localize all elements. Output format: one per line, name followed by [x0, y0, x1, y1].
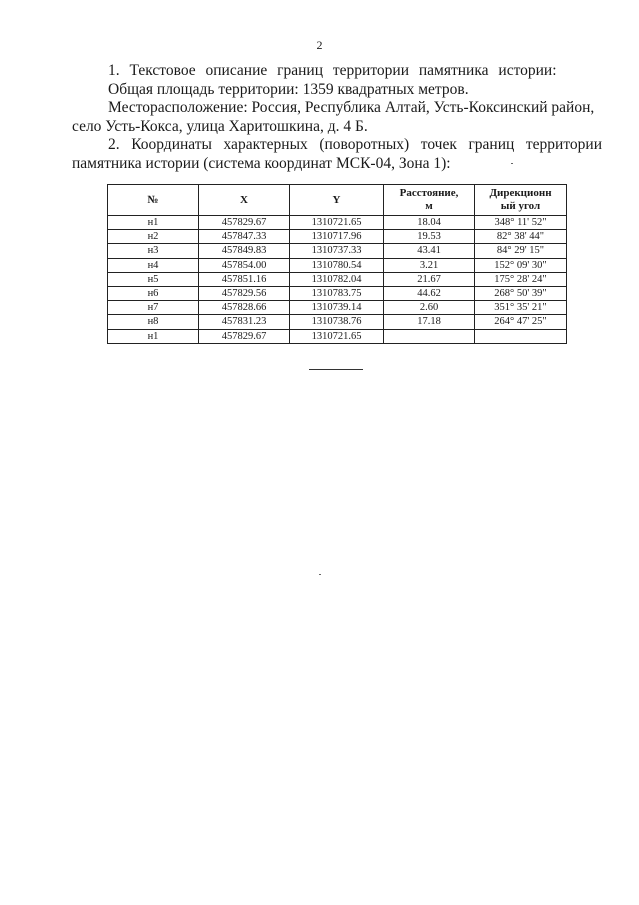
header-x: X — [199, 185, 290, 216]
cell-x: 457828.66 — [199, 301, 290, 315]
header-bearing — [475, 185, 567, 216]
header-distance-line1: Расстояние, — [399, 187, 459, 199]
location-statement-line1: Месторасположение: Россия, Республика Алтай, Усть-Коксинский район, — [108, 99, 595, 116]
area-statement: Общая площадь территории: 1359 квадратных метров. — [108, 80, 469, 98]
table-row — [108, 216, 567, 230]
table-row — [108, 272, 567, 286]
cell-x: 457847.33 — [199, 230, 290, 244]
cell-x: 457831.23 — [199, 315, 290, 329]
cell-bearing: 348° 11' 52" — [475, 216, 567, 230]
header-y: Y — [290, 185, 384, 216]
cell-x: 457829.67 — [199, 216, 290, 230]
cell-x: 457854.00 — [199, 258, 290, 272]
cell-bearing: 175° 28' 24" — [475, 272, 567, 286]
table-row — [108, 301, 567, 315]
cell-bearing: 84° 29' 15" — [475, 244, 567, 258]
header-num: № — [108, 185, 199, 216]
cell-bearing: 152° 09' 30" — [475, 258, 567, 272]
cell-x: 457829.56 — [199, 286, 290, 300]
cell-distance: 2.60 — [384, 301, 475, 315]
cell-distance: 19.53 — [384, 230, 475, 244]
cell-distance — [384, 329, 475, 343]
cell-point: н1 — [108, 216, 199, 230]
cell-bearing: 264° 47' 25" — [475, 315, 567, 329]
table-row — [108, 315, 567, 329]
cell-point: н7 — [108, 301, 199, 315]
cell-point: н5 — [108, 272, 199, 286]
cell-y: 1310737.33 — [290, 244, 384, 258]
cell-point: н8 — [108, 315, 199, 329]
cell-y: 1310721.65 — [290, 329, 384, 343]
cell-point: н3 — [108, 244, 199, 258]
location-statement-line2: село Усть-Кокса, улица Харитошкина, д. 4 Б. — [72, 117, 368, 135]
cell-distance: 44.62 — [384, 286, 475, 300]
cell-x: 457851.16 — [199, 272, 290, 286]
cell-bearing: 268° 50' 39" — [475, 286, 567, 300]
cell-x: 457849.83 — [199, 244, 290, 258]
document-body — [72, 62, 602, 173]
header-bearing-line1: Дирекционн — [489, 187, 552, 199]
table-row — [108, 244, 567, 258]
section-1-heading: 1. Текстовое описание границ территории памятника истории: — [108, 62, 557, 79]
cell-y: 1310738.76 — [290, 315, 384, 329]
cell-y: 1310721.65 — [290, 216, 384, 230]
cell-distance: 3.21 — [384, 258, 475, 272]
coordinates-table — [107, 184, 567, 344]
cell-point: н1 — [108, 329, 199, 343]
cell-point: н6 — [108, 286, 199, 300]
cell-distance: 18.04 — [384, 216, 475, 230]
scan-speck — [319, 574, 321, 575]
end-of-text-rule — [309, 369, 363, 370]
section-2-heading: 2. Координаты характерных (поворотных) точек границ территории памятника истории (система координат МСК-04, Зона 1): — [72, 136, 602, 172]
header-distance — [384, 185, 475, 216]
cell-y: 1310739.14 — [290, 301, 384, 315]
cell-y: 1310717.96 — [290, 230, 384, 244]
table-row — [108, 329, 567, 343]
cell-y: 1310782.04 — [290, 272, 384, 286]
table-row — [108, 230, 567, 244]
header-distance-line2: м — [425, 200, 433, 212]
cell-y: 1310783.75 — [290, 286, 384, 300]
table-row — [108, 258, 567, 272]
cell-bearing: 82° 38' 44" — [475, 230, 567, 244]
cell-distance: 43.41 — [384, 244, 475, 258]
scan-speck — [511, 163, 513, 164]
cell-distance: 17.18 — [384, 315, 475, 329]
cell-point: н2 — [108, 230, 199, 244]
table-row — [108, 286, 567, 300]
cell-x: 457829.67 — [199, 329, 290, 343]
cell-distance: 21.67 — [384, 272, 475, 286]
cell-bearing — [475, 329, 567, 343]
cell-y: 1310780.54 — [290, 258, 384, 272]
table-header-row — [108, 185, 567, 216]
cell-point: н4 — [108, 258, 199, 272]
cell-bearing: 351° 35' 21" — [475, 301, 567, 315]
header-bearing-line2: ый угол — [500, 200, 541, 212]
page-number: 2 — [316, 38, 323, 52]
